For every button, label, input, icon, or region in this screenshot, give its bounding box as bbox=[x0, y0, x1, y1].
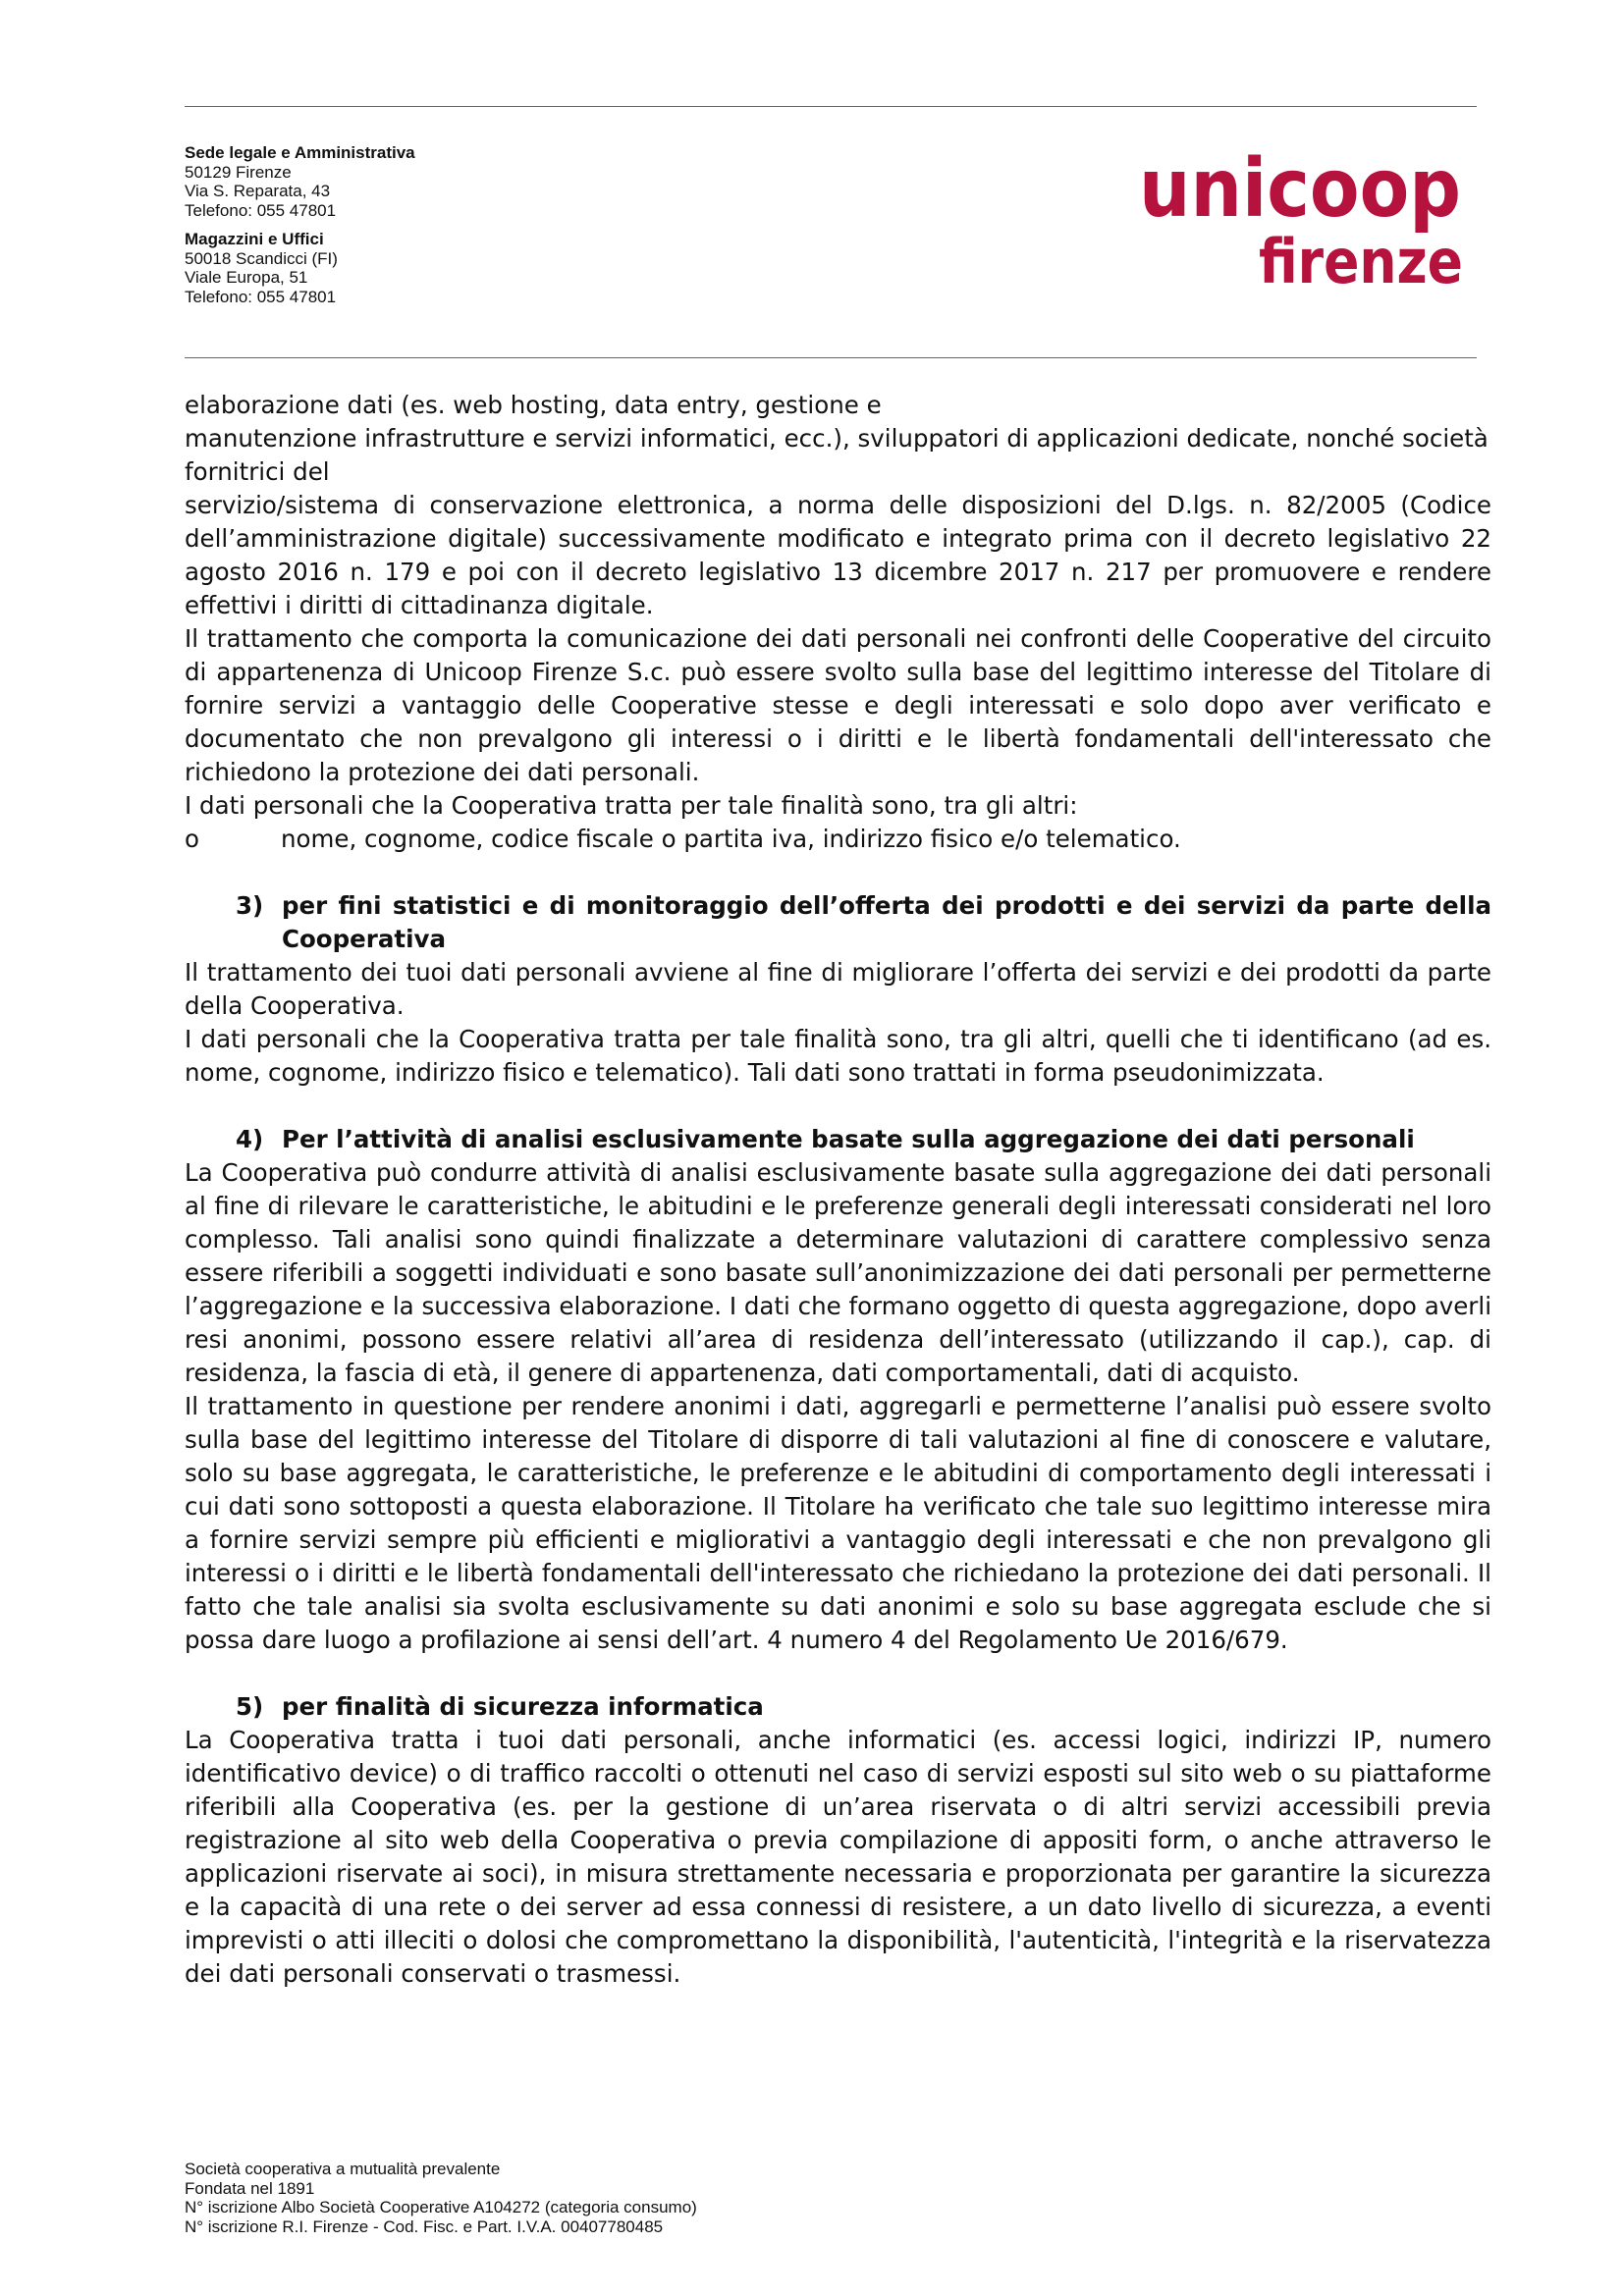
warehouse-address-line: Telefono: 055 47801 bbox=[185, 287, 337, 306]
warehouse-address bbox=[185, 230, 338, 306]
footer-line: N° iscrizione Albo Società Cooperative A104272 (categoria consumo) bbox=[185, 2198, 697, 2216]
footer-line: N° iscrizione R.I. Firenze - Cod. Fisc. e Part. I.V.A. 00407780485 bbox=[185, 2216, 664, 2236]
header-bottom-rule bbox=[185, 357, 1477, 358]
logo-word-firenze: firenze bbox=[1259, 226, 1463, 297]
footer-line: Società cooperativa a mutualità prevalente bbox=[185, 2160, 501, 2178]
warehouse-address-line: Viale Europa, 51 bbox=[185, 268, 308, 287]
section-title: per finalità di sicurezza informatica bbox=[282, 1692, 764, 1721]
logo-word-unicoop: unicoop bbox=[1139, 142, 1461, 236]
paragraph: Il trattamento dei tuoi dati personali avviene al fine di migliorare l’offerta dei servizi e dei prodotti da parte della Cooperativa. bbox=[185, 958, 1491, 1020]
footer bbox=[185, 2160, 697, 2236]
legal-address-line: 50129 Firenze bbox=[185, 162, 292, 182]
paragraph: La Cooperativa tratta i tuoi dati personali, anche informatici (es. accessi logici, indirizzi IP, numero identificativo device) o di traffico raccolti o ottenuti nel caso di servizi esposti sul sito web o su piattaforme riferibili alla Cooperativa (es. per la gestione di un’area riservata o di altri servizi accessibili previa registrazione al sito web della Cooperativa o previa compilazione di appositi form, o anche attraverso le applicazioni riservate ai soci), in misura strettamente necessaria e proporzionata per garantire la sicurezza e la capacità di una rete o dei server ad essa connessi di resistere, a un dato livello di sicurezza, a eventi imprevisti o atti illeciti o dolosi che compromettano la disponibilità, l'autenticità, l'integrità e la riservatezza dei dati personali conservati o trasmessi. bbox=[185, 1726, 1491, 1988]
paragraph: I dati personali che la Cooperativa tratta per tale finalità sono, tra gli altri, quelli che ti identificano (ad es. nome, cognome, indirizzo fisico e telematico). Tali dati sono trattati in forma pseudonimizzata. bbox=[185, 1025, 1491, 1087]
legal-address-line: Telefono: 055 47801 bbox=[185, 200, 337, 220]
warehouse-address-title: Magazzini e Uffici bbox=[185, 230, 324, 248]
document-body bbox=[185, 389, 1491, 1991]
warehouse-address-line: 50018 Scandicci (FI) bbox=[185, 248, 338, 268]
header-top-rule bbox=[185, 106, 1477, 107]
bullet-marker: o bbox=[185, 825, 199, 853]
section-title: per fini statistici e di monitoraggio dell’offerta dei prodotti e dei servizi da parte della Cooperativa bbox=[282, 891, 1491, 953]
footer-line: Fondata nel 1891 bbox=[185, 2178, 315, 2198]
legal-address-line: Via S. Reparata, 43 bbox=[185, 182, 331, 200]
paragraph: Il trattamento che comporta la comunicazione dei dati personali nei confronti delle Cooperative del circuito di appartenenza di Unicoop Firenze S.c. può essere svolto sulla base del legittimo interesse del Titolare di fornire servizi a vantaggio delle Cooperative stesse e degli interessati e solo dopo aver verificato e documentato che non prevalgono gli interessi o i diritti e le libertà fondamentali dell'interessato che richiedono la protezione dei dati personali. bbox=[185, 624, 1491, 786]
paragraph: Il trattamento in questione per rendere anonimi i dati, aggregarli e permetterne l’analisi può essere svolto sulla base del legittimo interesse del Titolare di disporre di tali valutazioni al fine di conoscere e valutare, solo su base aggregata, le caratteristiche, le preferenze e le abitudini di comportamento degli interessati i cui dati sono sottoposti a questa elaborazione. Il Titolare ha verificato che tale suo legittimo interesse mira a fornire servizi sempre più efficienti e migliorativi a vantaggio degli interessati e che non prevalgono gli interessi o i diritti e le libertà fondamentali dell'interessato che richiedano la protezione dei dati personali. Il fatto che tale analisi sia svolta esclusivamente su dati anonimi e solo su base aggregata esclude che si possa dare luogo a profilazione ai sensi dell’art. 4 numero 4 del Regolamento Ue 2016/679. bbox=[185, 1392, 1491, 1654]
legal-address bbox=[185, 143, 415, 220]
paragraph: I dati personali che la Cooperativa tratta per tale finalità sono, tra gli altri: bbox=[185, 791, 1078, 820]
section-title: Per l’attività di analisi esclusivamente basate sulla aggregazione dei dati personali bbox=[282, 1125, 1415, 1153]
list-item bbox=[185, 823, 1491, 856]
section-heading-3 bbox=[185, 889, 1491, 956]
paragraph: manutenzione infrastrutture e servizi informatici, ecc.), sviluppatori di applicazioni dedicate, nonché società fornitrici del bbox=[185, 424, 1489, 486]
section-number: 4) bbox=[236, 1125, 264, 1153]
section-heading-4 bbox=[185, 1123, 1491, 1156]
section-number: 3) bbox=[236, 891, 264, 920]
paragraph: elaborazione dati (es. web hosting, data entry, gestione e bbox=[185, 391, 882, 419]
section-number: 5) bbox=[236, 1692, 264, 1721]
section-heading-5 bbox=[185, 1690, 1491, 1724]
unicoop-firenze-logo bbox=[1137, 142, 1467, 297]
paragraph: servizio/sistema di conservazione elettronica, a norma delle disposizioni del D.lgs. n. 82/2005 (Codice dell’amministrazione digitale) successivamente modificato e integrato prima con il decreto legislativo 22 agosto 2016 n. 179 e poi con il decreto legislativo 13 dicembre 2017 n. 217 per promuovere e rendere effettivi i diritti di cittadinanza digitale. bbox=[185, 491, 1491, 619]
legal-address-title: Sede legale e Amministrativa bbox=[185, 143, 415, 162]
paragraph: La Cooperativa può condurre attività di analisi esclusivamente basate sulla aggregazione dei dati personali al fine di rilevare le caratteristiche, le abitudini e le preferenze generali degli interessati considerati nel loro complesso. Tali analisi sono quindi finalizzate a determinare valutazioni di carattere complessivo senza essere riferibili a soggetti individuati e sono basate sull’anonimizzazione dei dati personali per permetterne l’aggregazione e la successiva elaborazione. I dati che formano oggetto di questa aggregazione, dopo averli resi anonimi, possono essere relativi all’area di residenza dell’interessato (utilizzando il cap.), cap. di residenza, la fascia di età, il genere di appartenenza, dati comportamentali, dati di acquisto. bbox=[185, 1158, 1491, 1387]
list-item-text: nome, cognome, codice fiscale o partita iva, indirizzo fisico e/o telematico. bbox=[281, 825, 1181, 853]
